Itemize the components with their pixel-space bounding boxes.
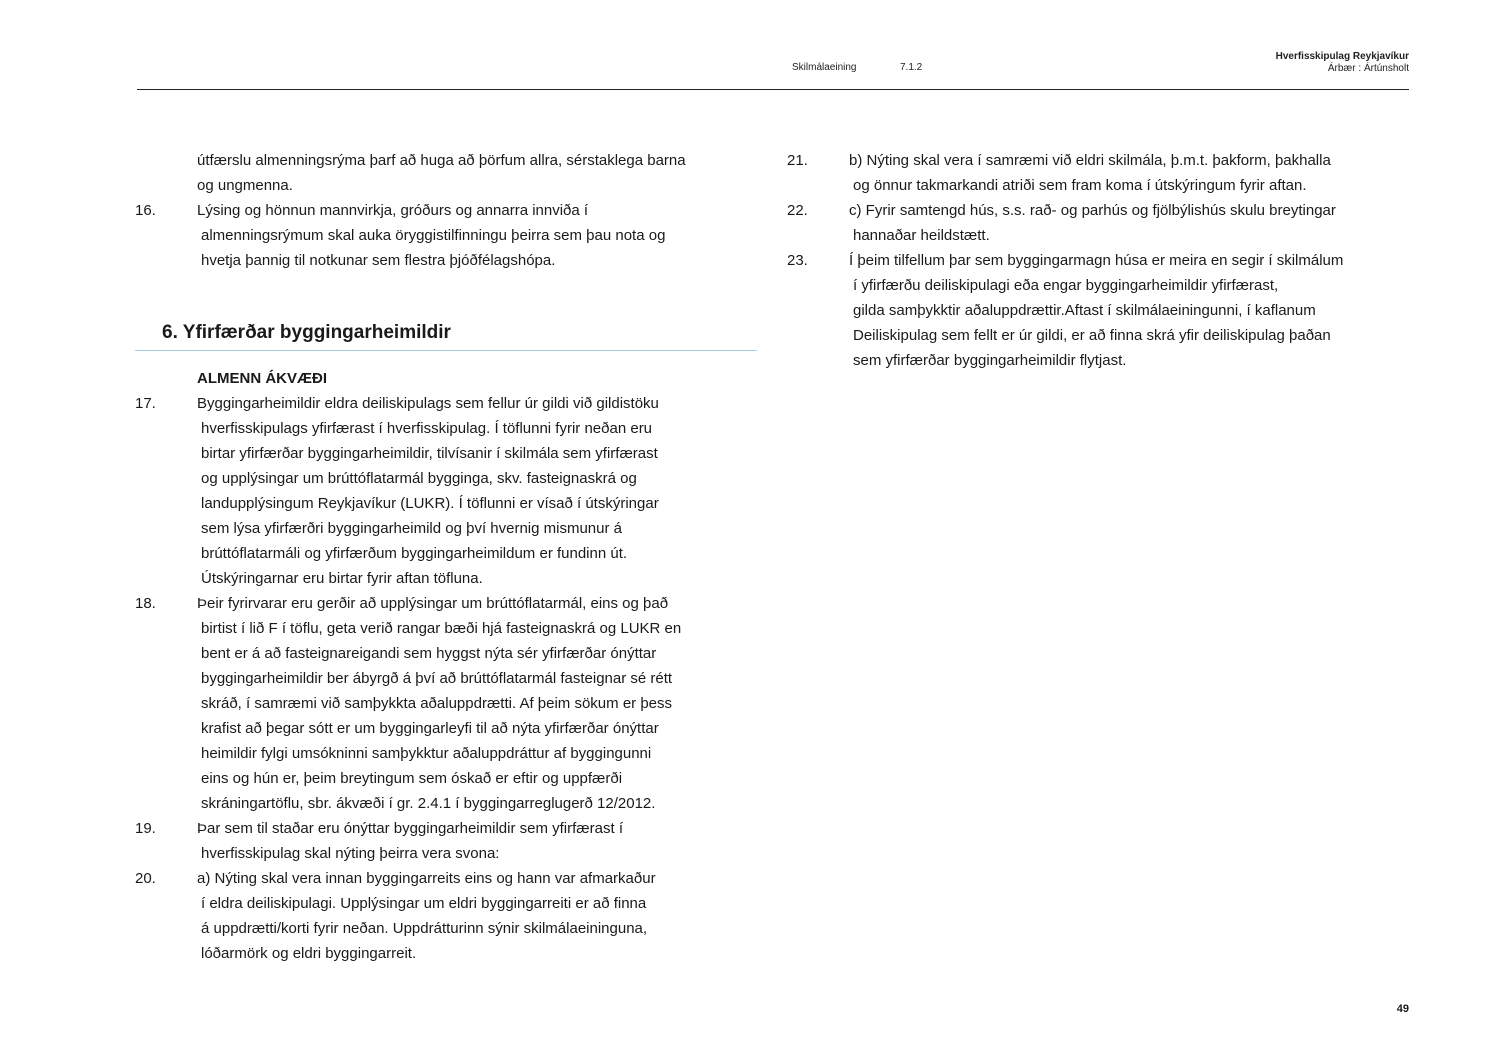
text-line: og önnur takmarkandi atriði sem fram koma í útskýringum fyrir aftan. bbox=[853, 177, 1307, 194]
paragraph-21 bbox=[787, 148, 1409, 198]
paragraph-number: 17. bbox=[135, 395, 156, 412]
paragraph-text bbox=[197, 198, 765, 273]
area-name: Árbær : Ártúnsholt bbox=[1327, 63, 1409, 74]
paragraph-text bbox=[197, 391, 765, 591]
paragraph-text bbox=[197, 866, 765, 966]
text-line: bent er á að fasteignareigandi sem hyggst nýta sér yfirfærðar ónýttar bbox=[201, 645, 657, 662]
paragraph-19 bbox=[135, 816, 765, 866]
section-heading: 6. Yfirfærðar byggingarheimildir bbox=[162, 322, 451, 343]
paragraph-text bbox=[197, 816, 765, 866]
text-line: í yfirfærðu deiliskipulagi eða engar byggingarheimildir yfirfærast, bbox=[853, 277, 1279, 294]
page-number: 49 bbox=[1396, 1003, 1409, 1015]
text-line: og ungmenna. bbox=[197, 177, 293, 194]
text-line: á uppdrætti/korti fyrir neðan. Uppdrátturinn sýnir skilmálaeininguna, bbox=[201, 920, 648, 937]
text-line: almenningsrýmum skal auka öryggistilfinningu þeirra sem þau nota og bbox=[201, 227, 666, 244]
text-line: Í þeim tilfellum þar sem byggingarmagn húsa er meira en segir í skilmálum bbox=[849, 252, 1344, 269]
continuation-text bbox=[135, 148, 765, 198]
text-line: sem lýsa yfirfærðri byggingarheimild og því hvernig mismunur á bbox=[201, 520, 622, 537]
paragraph-number: 20. bbox=[135, 870, 156, 887]
right-column bbox=[787, 148, 1409, 373]
text-line: brúttóflatarmáli og yfirfærðum byggingarheimildum er fundinn út. bbox=[201, 545, 628, 562]
paragraph-20 bbox=[135, 866, 765, 966]
text-line: Byggingarheimildir eldra deiliskipulags sem fellur úr gildi við gildistöku bbox=[197, 395, 659, 412]
paragraph-17 bbox=[135, 391, 765, 591]
text-line: c) Fyrir samtengd hús, s.s. rað- og parhús og fjölbýlishús skulu breytingar bbox=[849, 202, 1336, 219]
text-line: sem yfirfærðar byggingarheimildir flytjast. bbox=[853, 352, 1127, 369]
text-line: Þar sem til staðar eru ónýttar byggingarheimildir sem yfirfærast í bbox=[197, 820, 623, 837]
text-line: gilda samþykktir aðaluppdrættir.Aftast í skilmálaeiningunni, í kaflanum bbox=[853, 302, 1316, 319]
paragraph-16 bbox=[135, 198, 765, 273]
paragraph-text bbox=[849, 198, 1409, 248]
paragraph-number: 21. bbox=[787, 152, 808, 169]
text-line: og upplýsingar um brúttóflatarmál bygginga, skv. fasteignaskrá og bbox=[201, 470, 637, 487]
text-line: birtar yfirfærðar byggingarheimildir, tilvísanir í skilmála sem yfirfærast bbox=[201, 445, 658, 462]
header-unit bbox=[792, 62, 922, 73]
text-line: landupplýsingum Reykjavíkur (LUKR). Í töflunni er vísað í útskýringar bbox=[201, 495, 659, 512]
text-line: hverfisskipulag skal nýting þeirra vera svona: bbox=[201, 845, 500, 862]
text-line: Þeir fyrirvarar eru gerðir að upplýsingar um brúttóflatarmál, eins og það bbox=[197, 595, 669, 612]
text-line: b) Nýting skal vera í samræmi við eldri skilmála, þ.m.t. þakform, þakhalla bbox=[849, 152, 1331, 169]
text-line: Lýsing og hönnun mannvirkja, gróðurs og annarra innviða í bbox=[197, 202, 589, 219]
left-column bbox=[135, 148, 765, 966]
header-plan bbox=[1276, 51, 1409, 75]
unit-number: 7.1.2 bbox=[900, 62, 923, 73]
text-line: útfærslu almenningsrýma þarf að huga að þörfum allra, sérstaklega barna bbox=[197, 152, 686, 169]
text-line: Útskýringarnar eru birtar fyrir aftan töfluna. bbox=[201, 570, 483, 587]
text-line: birtist í lið F í töflu, geta verið rangar bæði hjá fasteignaskrá og LUKR en bbox=[201, 620, 682, 637]
paragraph-18 bbox=[135, 591, 765, 816]
paragraph-23 bbox=[787, 248, 1409, 373]
text-line: í eldra deiliskipulagi. Upplýsingar um eldri byggingarreiti er að finna bbox=[201, 895, 647, 912]
text-line: skráningartöflu, sbr. ákvæði í gr. 2.4.1 í byggingarreglugerð 12/2012. bbox=[201, 795, 656, 812]
text-line: hannaðar heildstætt. bbox=[853, 227, 990, 244]
text-line: lóðarmörk og eldri byggingarreit. bbox=[201, 945, 417, 962]
paragraph-number: 22. bbox=[787, 202, 808, 219]
paragraph-22 bbox=[787, 198, 1409, 248]
paragraph-text bbox=[197, 591, 765, 816]
text-line: hverfisskipulags yfirfærast í hverfisskipulag. Í töflunni fyrir neðan eru bbox=[201, 420, 653, 437]
paragraph-text bbox=[849, 148, 1409, 198]
section-divider bbox=[135, 350, 757, 351]
text-line: hvetja þannig til notkunar sem flestra þjóðfélagshópa. bbox=[201, 252, 556, 269]
text-line: skráð, í samræmi við samþykkta aðaluppdrætti. Af þeim sökum er þess bbox=[201, 695, 673, 712]
paragraph-number: 23. bbox=[787, 252, 808, 269]
plan-title: Hverfisskipulag Reykjavíkur bbox=[1275, 51, 1409, 62]
paragraph-number: 18. bbox=[135, 595, 156, 612]
text-line: a) Nýting skal vera innan byggingarreits eins og hann var afmarkaður bbox=[197, 870, 656, 887]
header-divider bbox=[137, 89, 1409, 90]
subheading: ALMENN ÁKVÆÐI bbox=[197, 370, 327, 387]
paragraph-number: 16. bbox=[135, 202, 156, 219]
text-line: Deiliskipulag sem fellt er úr gildi, er að finna skrá yfir deiliskipulag þaðan bbox=[853, 327, 1331, 344]
text-line: eins og hún er, þeim breytingum sem óskað er eftir og uppfærði bbox=[201, 770, 623, 787]
paragraph-text bbox=[849, 248, 1409, 373]
text-line: heimildir fylgi umsókninni samþykktur aðaluppdráttur af byggingunni bbox=[201, 745, 652, 762]
text-line: byggingarheimildir ber ábyrgð á því að brúttóflatarmál fasteignar sé rétt bbox=[201, 670, 673, 687]
unit-label: Skilmálaeining bbox=[792, 62, 857, 73]
text-line: krafist að þegar sótt er um byggingarleyfi til að nýta yfirfærðar ónýttar bbox=[201, 720, 659, 737]
paragraph-number: 19. bbox=[135, 820, 156, 837]
